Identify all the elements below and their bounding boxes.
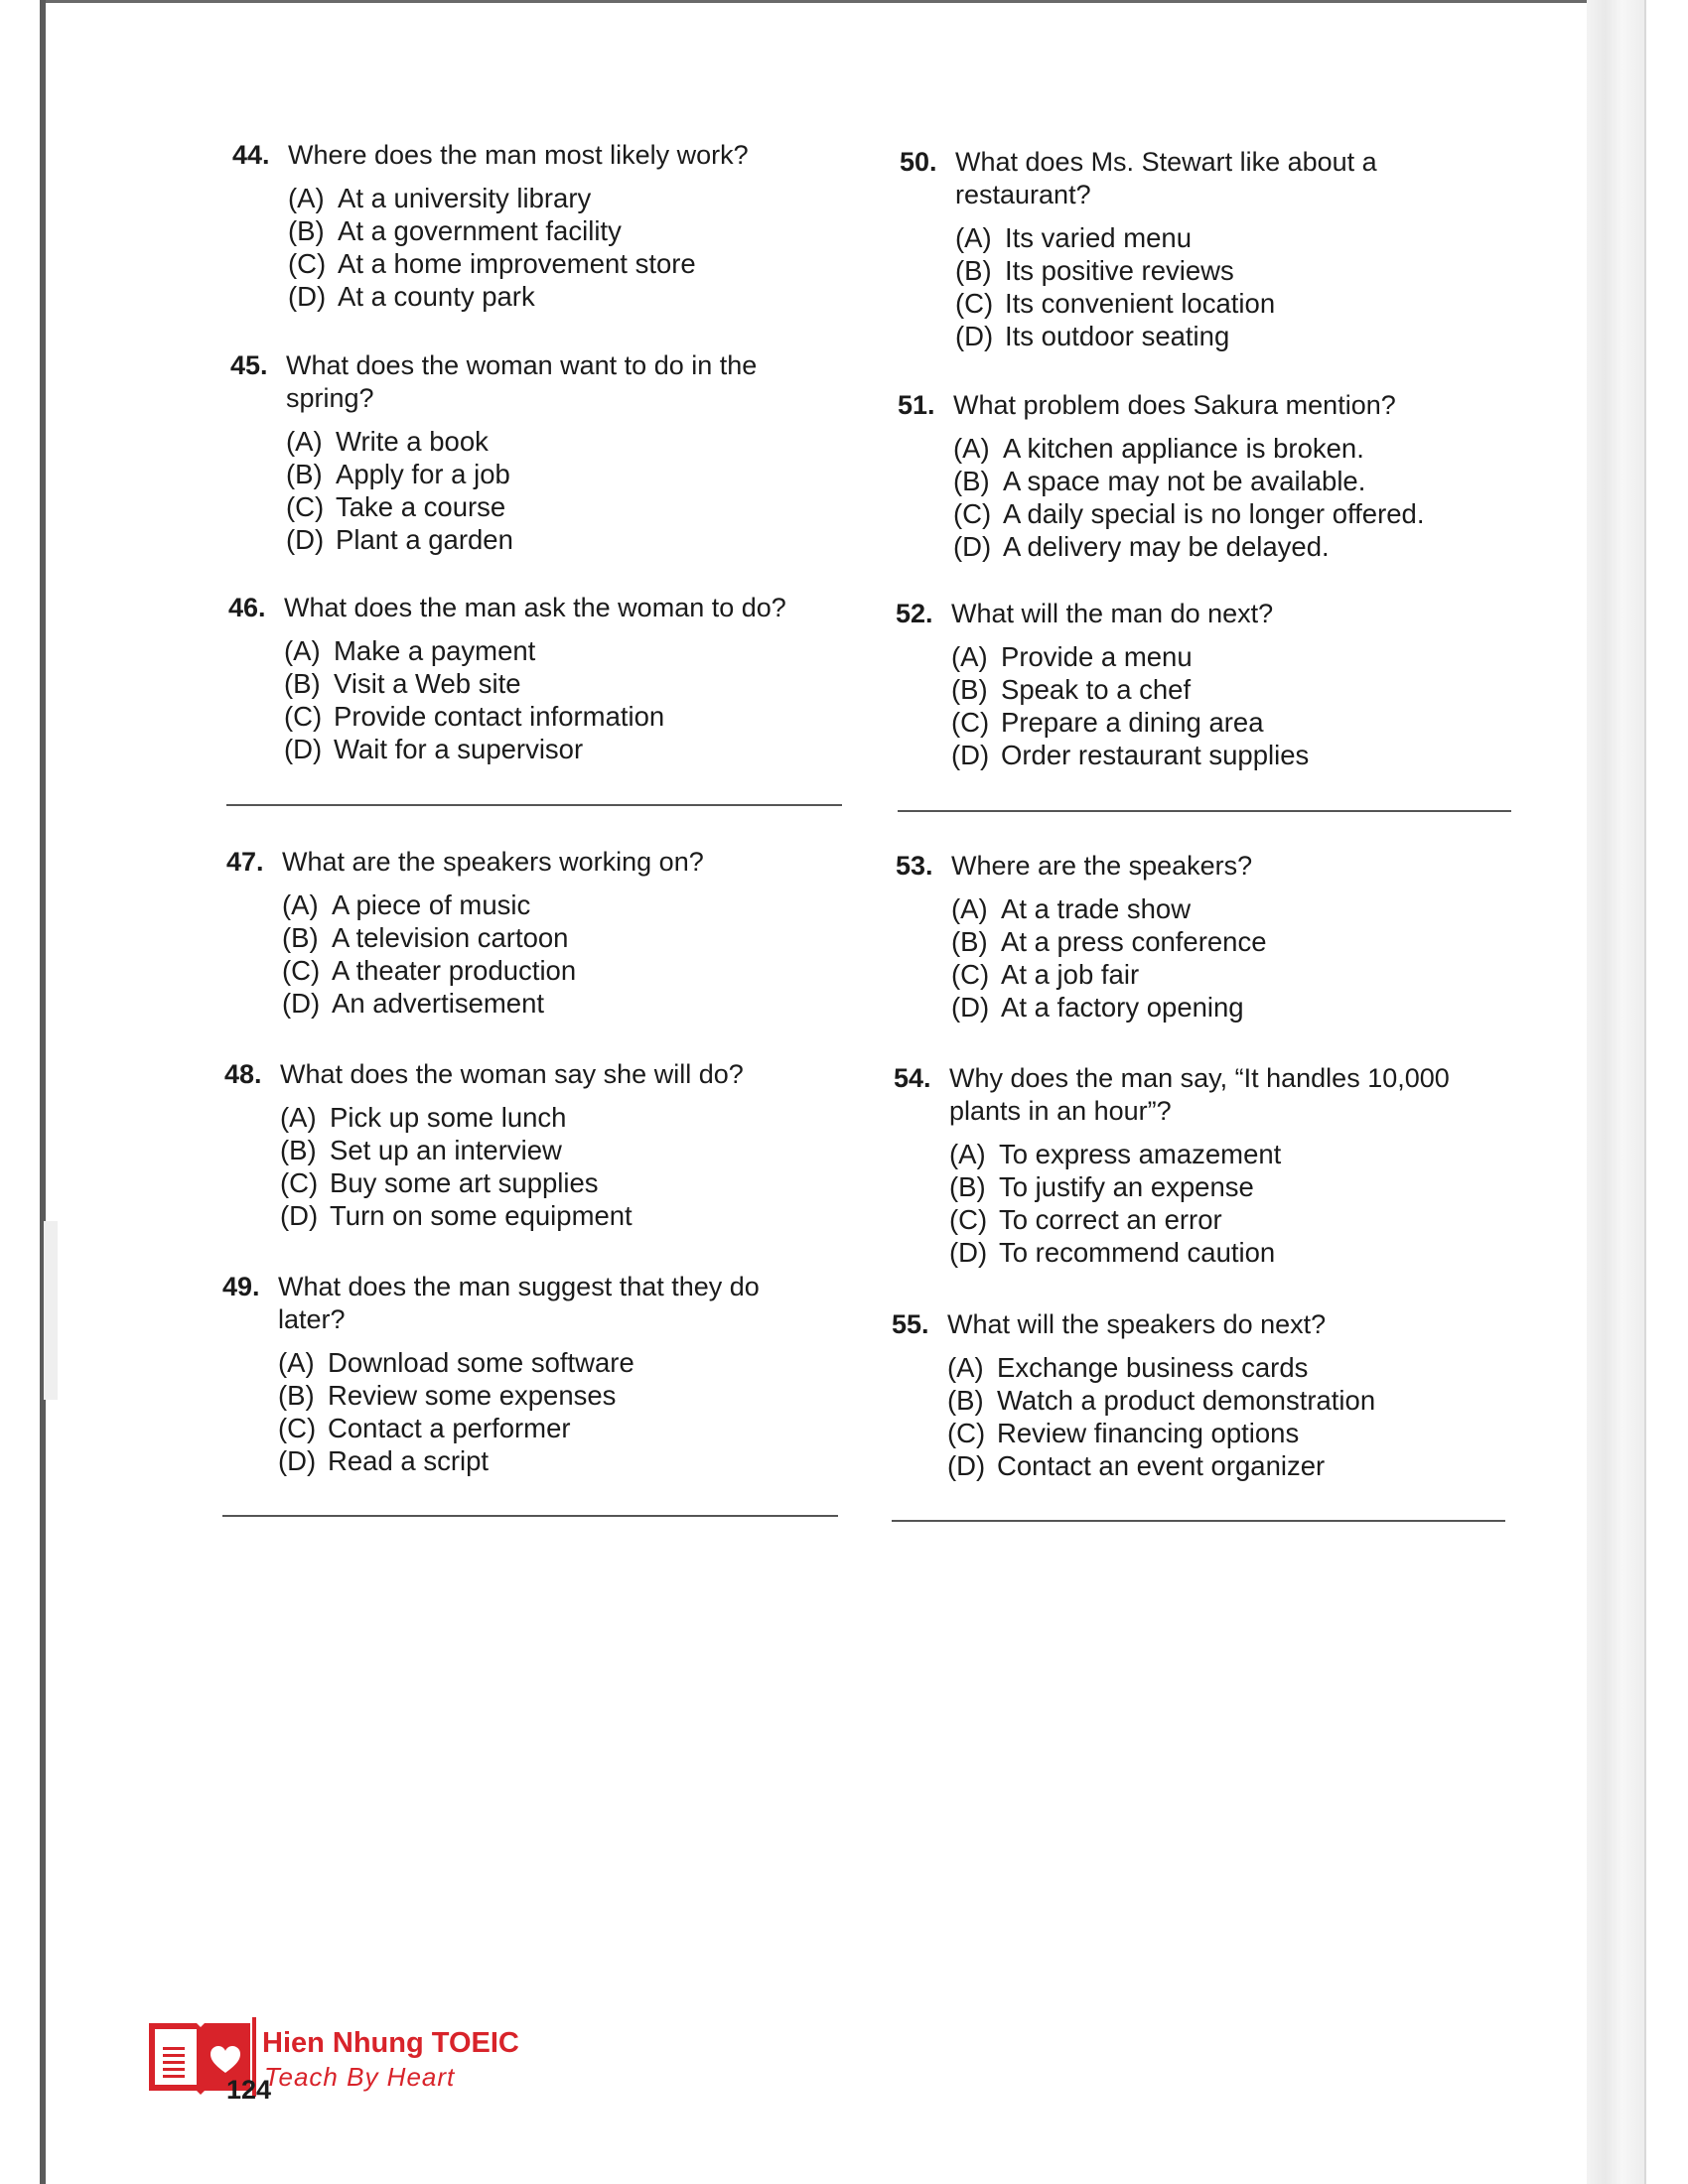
option-letter: (B) (280, 1135, 317, 1165)
option-text: To express amazement (999, 1139, 1282, 1169)
option-letter: (B) (951, 674, 988, 705)
section-divider-left-2 (222, 1515, 838, 1517)
option-text: Contact a performer (328, 1413, 571, 1443)
option-letter: (B) (286, 459, 323, 489)
answer-option (949, 1203, 1489, 1236)
answer-option (951, 958, 1491, 991)
question-text: Why does the man say, “It handles 10,000 plants in an hour”? (949, 1063, 1450, 1126)
section-divider-left-1 (226, 804, 842, 806)
option-text: At a home improvement store (338, 248, 696, 279)
option-letter: (D) (288, 281, 327, 312)
question-number: 54. (894, 1063, 931, 1093)
question-text: Where are the speakers? (951, 851, 1253, 881)
option-letter: (C) (955, 288, 994, 319)
option-letter: (A) (955, 222, 992, 253)
option-text: An advertisement (332, 988, 544, 1019)
answer-option (278, 1379, 818, 1412)
answer-options (894, 1138, 1489, 1269)
option-text: At a press conference (1001, 926, 1267, 957)
option-text: Turn on some equipment (330, 1200, 633, 1231)
answer-option (953, 530, 1493, 563)
answer-option (286, 490, 826, 523)
answer-option (284, 634, 824, 667)
question-text: What will the speakers do next? (947, 1309, 1327, 1339)
option-letter: (C) (282, 955, 321, 986)
option-text: At a government facility (338, 215, 622, 246)
option-text: Download some software (328, 1347, 634, 1378)
option-text: A delivery may be delayed. (1003, 531, 1330, 562)
question-text: What are the speakers working on? (282, 847, 704, 877)
option-letter: (C) (278, 1413, 317, 1443)
question-text: What problem does Sakura mention? (953, 390, 1396, 420)
answer-option (282, 921, 822, 954)
answer-option (953, 465, 1493, 497)
answer-option (288, 214, 828, 247)
option-letter: (D) (278, 1445, 317, 1476)
option-text: To justify an expense (999, 1171, 1254, 1202)
question-text: What does the man suggest that they do later? (278, 1272, 760, 1334)
option-letter: (B) (288, 215, 325, 246)
option-letter: (D) (953, 531, 992, 562)
option-text: Its outdoor seating (1005, 321, 1230, 351)
answer-options (224, 1101, 820, 1232)
answer-options (896, 892, 1491, 1024)
option-letter: (D) (282, 988, 321, 1019)
answer-option (947, 1449, 1487, 1482)
option-letter: (C) (280, 1167, 319, 1198)
question-number: 46. (228, 593, 266, 622)
question-header (224, 1058, 820, 1091)
answer-options (226, 888, 822, 1020)
page-number: 124 (226, 2075, 272, 2105)
question-header (230, 349, 826, 415)
option-letter: (D) (284, 734, 323, 764)
answer-option (955, 287, 1495, 320)
question-number: 47. (226, 847, 264, 877)
option-letter: (D) (955, 321, 994, 351)
option-letter: (D) (286, 524, 325, 555)
question-46 (228, 592, 824, 765)
option-text: Provide a menu (1001, 641, 1193, 672)
option-letter: (B) (282, 922, 319, 953)
option-letter: (D) (951, 740, 990, 770)
answer-option (278, 1412, 818, 1444)
option-text: Visit a Web site (334, 668, 521, 699)
option-text: At a university library (338, 183, 592, 213)
scan-edge-left (40, 0, 46, 2184)
question-number: 52. (896, 599, 933, 628)
answer-option (947, 1384, 1487, 1417)
option-text: A television cartoon (332, 922, 569, 953)
question-header (898, 389, 1493, 422)
answer-options (230, 425, 826, 556)
answer-options (896, 640, 1491, 771)
question-53 (896, 850, 1491, 1024)
question-header (894, 1062, 1489, 1128)
scan-edge-top (46, 0, 1644, 3)
question-text: What does the man ask the woman to do? (284, 593, 786, 622)
answer-option (286, 425, 826, 458)
option-letter: (B) (953, 466, 990, 496)
option-text: Order restaurant supplies (1001, 740, 1310, 770)
answer-option (947, 1417, 1487, 1449)
question-header (896, 850, 1491, 883)
option-text: Prepare a dining area (1001, 707, 1264, 738)
question-number: 49. (222, 1272, 260, 1301)
option-text: Make a payment (334, 635, 536, 666)
answer-option (286, 523, 826, 556)
option-text: At a factory opening (1001, 992, 1244, 1023)
answer-option (288, 182, 828, 214)
option-letter: (A) (949, 1139, 986, 1169)
option-letter: (D) (947, 1450, 986, 1481)
answer-option (955, 254, 1495, 287)
answer-options (892, 1351, 1487, 1482)
option-letter: (C) (951, 707, 990, 738)
answer-option (288, 280, 828, 313)
answer-options (228, 634, 824, 765)
answer-option (951, 925, 1491, 958)
option-letter: (B) (949, 1171, 986, 1202)
question-49 (222, 1271, 818, 1477)
option-letter: (B) (284, 668, 321, 699)
option-text: Read a script (328, 1445, 490, 1476)
option-text: At a job fair (1001, 959, 1140, 990)
answer-option (949, 1236, 1489, 1269)
question-47 (226, 846, 822, 1020)
answer-option (955, 320, 1495, 352)
option-letter: (C) (288, 248, 327, 279)
option-text: Set up an interview (330, 1135, 562, 1165)
question-48 (224, 1058, 820, 1232)
option-letter: (C) (949, 1204, 988, 1235)
question-text: Where does the man most likely work? (288, 140, 749, 170)
scan-edge-right-line (1644, 0, 1646, 2184)
option-letter: (C) (947, 1418, 986, 1448)
question-51 (898, 389, 1493, 563)
question-header (226, 846, 822, 879)
option-letter: (A) (947, 1352, 984, 1383)
question-54 (894, 1062, 1489, 1269)
question-header (900, 146, 1495, 211)
answer-option (951, 673, 1491, 706)
answer-option (282, 888, 822, 921)
question-number: 55. (892, 1309, 929, 1339)
question-number: 51. (898, 390, 935, 420)
option-text: Buy some art supplies (330, 1167, 599, 1198)
option-letter: (D) (280, 1200, 319, 1231)
answer-option (280, 1101, 820, 1134)
option-text: Take a course (336, 491, 506, 522)
question-55 (892, 1308, 1487, 1482)
option-text: At a trade show (1001, 893, 1192, 924)
option-letter: (A) (278, 1347, 315, 1378)
answer-option (947, 1351, 1487, 1384)
answer-option (278, 1444, 818, 1477)
brand-logo (145, 2017, 562, 2097)
question-number: 45. (230, 350, 268, 380)
option-letter: (A) (282, 889, 319, 920)
question-header (232, 139, 828, 172)
section-divider-right-2 (892, 1520, 1505, 1522)
question-52 (896, 598, 1491, 771)
option-letter: (B) (947, 1385, 984, 1416)
scan-edge-right (1587, 0, 1646, 2184)
option-letter: (C) (286, 491, 325, 522)
answer-options (898, 432, 1493, 563)
answer-option (955, 221, 1495, 254)
answer-option (951, 739, 1491, 771)
question-text: What does the woman say she will do? (280, 1059, 744, 1089)
option-letter: (B) (278, 1380, 315, 1411)
option-text: Exchange business cards (997, 1352, 1309, 1383)
answer-option (286, 458, 826, 490)
option-letter: (A) (951, 893, 988, 924)
question-number: 50. (900, 147, 937, 177)
question-text: What does the woman want to do in the spring? (286, 350, 758, 413)
option-text: A theater production (332, 955, 577, 986)
answer-option (953, 432, 1493, 465)
option-text: Plant a garden (336, 524, 513, 555)
question-number: 44. (232, 140, 270, 170)
option-text: Its varied menu (1005, 222, 1193, 253)
option-text: A daily special is no longer offered. (1003, 498, 1425, 529)
answer-option (951, 706, 1491, 739)
option-letter: (C) (951, 959, 990, 990)
option-text: A kitchen appliance is broken. (1003, 433, 1364, 464)
option-text: Speak to a chef (1001, 674, 1192, 705)
option-letter: (B) (951, 926, 988, 957)
option-text: Watch a product demonstration (997, 1385, 1376, 1416)
answer-option (284, 700, 824, 733)
option-letter: (A) (288, 183, 325, 213)
answer-options (900, 221, 1495, 352)
answer-option (284, 733, 824, 765)
answer-option (280, 1166, 820, 1199)
answer-option (280, 1134, 820, 1166)
answer-options (222, 1346, 818, 1477)
option-letter: (A) (951, 641, 988, 672)
option-letter: (A) (953, 433, 990, 464)
answer-option (949, 1170, 1489, 1203)
option-text: Apply for a job (336, 459, 510, 489)
answer-option (278, 1346, 818, 1379)
answer-option (280, 1199, 820, 1232)
question-text: What will the man do next? (951, 599, 1274, 628)
option-letter: (D) (949, 1237, 988, 1268)
option-letter: (C) (284, 701, 323, 732)
option-text: Pick up some lunch (330, 1102, 567, 1133)
brand-tagline: Teach By Heart (264, 2062, 456, 2092)
option-letter: (C) (953, 498, 992, 529)
answer-option (282, 987, 822, 1020)
option-letter: (A) (284, 635, 321, 666)
option-text: To recommend caution (999, 1237, 1276, 1268)
question-header (228, 592, 824, 624)
question-text: What does Ms. Stewart like about a restaurant? (955, 147, 1377, 209)
option-text: Review financing options (997, 1418, 1300, 1448)
answer-options (232, 182, 828, 313)
option-text: Provide contact information (334, 701, 665, 732)
option-letter: (D) (951, 992, 990, 1023)
option-text: Write a book (336, 426, 489, 457)
answer-option (951, 991, 1491, 1024)
answer-option (284, 667, 824, 700)
option-letter: (A) (286, 426, 323, 457)
question-45 (230, 349, 826, 556)
question-50 (900, 146, 1495, 352)
option-text: Wait for a supervisor (334, 734, 584, 764)
option-text: Contact an event organizer (997, 1450, 1326, 1481)
answer-option (953, 497, 1493, 530)
option-text: Review some expenses (328, 1380, 617, 1411)
option-text: A space may not be available. (1003, 466, 1366, 496)
answer-option (951, 640, 1491, 673)
question-number: 48. (224, 1059, 262, 1089)
question-44 (232, 139, 828, 313)
scan-shadow (44, 1221, 58, 1400)
answer-option (949, 1138, 1489, 1170)
question-header (222, 1271, 818, 1336)
option-letter: (A) (280, 1102, 317, 1133)
option-text: To correct an error (999, 1204, 1222, 1235)
section-divider-right-1 (898, 810, 1511, 812)
option-letter: (B) (955, 255, 992, 286)
option-text: Its positive reviews (1005, 255, 1234, 286)
question-header (892, 1308, 1487, 1341)
answer-option (288, 247, 828, 280)
question-number: 53. (896, 851, 933, 881)
option-text: Its convenient location (1005, 288, 1276, 319)
question-header (896, 598, 1491, 630)
option-text: At a county park (338, 281, 535, 312)
answer-option (951, 892, 1491, 925)
option-text: A piece of music (332, 889, 531, 920)
answer-option (282, 954, 822, 987)
brand-name: Hien Nhung TOEIC (262, 2027, 519, 2059)
